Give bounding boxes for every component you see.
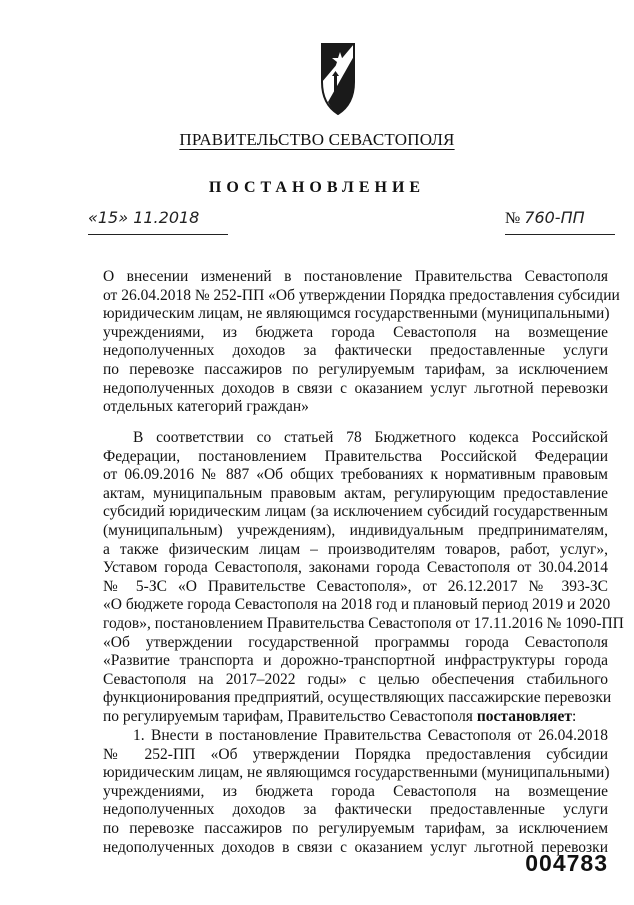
date-handwritten: «15» 11.2018 xyxy=(88,208,200,227)
preamble-line: № 5-ЗС «О Правительстве Севастополя», от 26.12.2017 № 393-ЗС xyxy=(103,577,608,595)
preamble-line: а также физическим лицам – производителям товаров, работ, услуг», xyxy=(103,540,608,558)
preamble-line: Федерации, постановлением Правительства Российской Федерации xyxy=(103,447,608,465)
preamble-line: (муниципальным) учреждениям), индивидуальным предпринимателям, xyxy=(103,521,608,539)
preamble-colon: : xyxy=(571,707,577,725)
preamble-line: Уставом города Севастополя, законами города Севастополя от 30.04.2014 xyxy=(103,559,608,577)
preamble-line: по регулируемым тарифам, Правительство Севастополя xyxy=(103,707,473,725)
preamble-line: годов», постановлением Правительства Севастополя от 17.11.2016 № 1090-ПП xyxy=(103,614,624,632)
subject-line: учреждениями, из бюджета города Севастополя на возмещение xyxy=(103,323,608,341)
resolution-subject xyxy=(103,268,620,417)
point-line: юридическим лицам, не являющимся государственными (муниципальными) xyxy=(103,764,610,782)
preamble-line: от 06.09.2016 № 887 «Об общих требованиях к нормативным правовым xyxy=(103,466,608,484)
subject-line: отдельных категорий граждан» xyxy=(103,398,309,416)
coat-of-arms-icon xyxy=(298,38,378,118)
preamble-line: Севастополя на 2017–2022 годы» с целью обеспечения стабильного xyxy=(103,670,608,688)
preamble-line: субсидий юридическим лицам (за исключением субсидий государственным xyxy=(103,503,608,521)
subject-line: недополученных доходов в связи с оказанием услуг льготной перевозки xyxy=(103,379,608,397)
preamble-final-line xyxy=(103,708,608,727)
point-line: недополученных доходов за фактически предоставленные услуги xyxy=(103,801,608,819)
number-handwritten: 760-ПП xyxy=(524,208,585,227)
point-line: по перевозке пассажиров по регулируемым тарифам, за исключением xyxy=(103,819,608,837)
preamble-line: «О бюджете города Севастополя на 2018 год и плановый период 2019 и 2020 xyxy=(103,596,611,614)
preamble-line: «Об утверждении государственной программы города Севастополя xyxy=(103,633,608,651)
document-date xyxy=(88,208,228,235)
point-line: учреждениями, из бюджета города Севастополя на возмещение xyxy=(103,782,608,800)
preamble-line: актам, муниципальным правовым актам, регулирующим предоставление xyxy=(103,484,608,502)
subject-line: О внесении изменений в постановление Правительства Севастополя xyxy=(103,268,608,285)
form-serial-number: 004783 xyxy=(525,850,608,876)
point-line: 1. Внести в постановление Правительства Севастополя от 26.04.2018 xyxy=(133,727,608,744)
preamble-line: функционирования предприятий, осуществляющих пассажирские перевозки xyxy=(103,689,612,707)
resolves-keyword: постановляет xyxy=(476,707,572,725)
point-line: недополученных доходов в связи с оказанием услуг льготной перевозки xyxy=(103,838,608,856)
document-type-heading: ПОСТАНОВЛЕНИЕ xyxy=(208,179,426,196)
preamble-line: «Развитие транспорта и дорожно-транспортной инфраструктуры города xyxy=(103,652,608,670)
document-number xyxy=(505,208,615,235)
government-title: ПРАВИТЕЛЬСТВО СЕВАСТОПОЛЯ xyxy=(179,130,455,149)
preamble-line: В соответствии со статьей 78 Бюджетного кодекса Российской xyxy=(133,429,608,446)
subject-line: юридическим лицам, не являющимся государственными (муниципальными) xyxy=(103,305,610,323)
preamble-paragraph xyxy=(103,429,624,727)
subject-line: по перевозке пассажиров по регулируемым тарифам, за исключением xyxy=(103,360,608,378)
point-1-paragraph xyxy=(103,727,608,857)
subject-line: от 26.04.2018 № 252-ПП «Об утверждении Порядка предоставления субсидии xyxy=(103,286,620,304)
number-prefix: № xyxy=(505,210,521,227)
point-line: № 252-ПП «Об утверждении Порядка предоставления субсидии xyxy=(103,745,608,763)
subject-line: недополученных доходов за фактически предоставленные услуги xyxy=(103,342,608,360)
